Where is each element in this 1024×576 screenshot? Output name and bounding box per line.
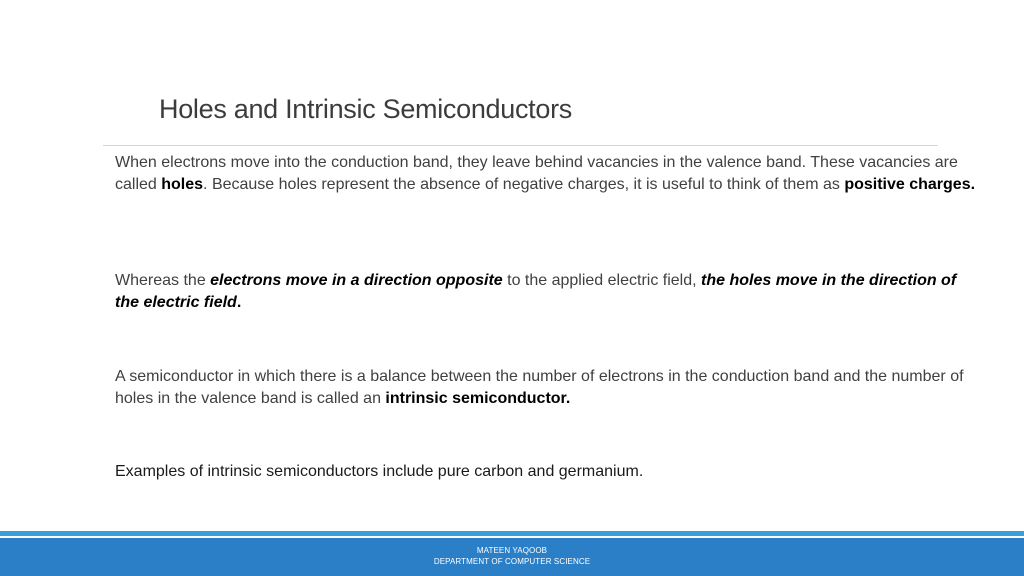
paragraph2-bold-italic-electrons: electrons move in a direction opposite [210,272,503,289]
paragraph3-text-1: A semiconductor in which there is a balance between the number of electrons in the conduction band and the number of holes in the valence band is called an [115,368,964,407]
paragraph-holes-definition [115,152,980,196]
paragraph-intrinsic-definition [115,366,980,410]
paragraph3-bold-intrinsic: intrinsic semiconductor. [385,390,571,407]
footer-bar [0,538,1024,576]
slide-title: Holes and Intrinsic Semiconductors [159,94,572,124]
paragraph2-text-2: to the applied electric field, [502,272,702,289]
footer-department: DEPARTMENT OF COMPUTER SCIENCE [433,557,591,566]
paragraph1-bold-holes: holes [161,176,204,193]
paragraph-examples: Examples of intrinsic semiconductors include pure carbon and germanium. [115,463,644,480]
footer-accent-line [0,531,1024,536]
paragraph1-text-1: When electrons move into the conduction band, they leave behind vacancies in the valence band. These vacancies are called [115,154,958,193]
paragraph2-period: . [236,294,242,311]
footer-author: MATEEN YAQOOB [476,546,548,555]
paragraph1-bold-positive-charges: positive charges. [844,176,976,193]
paragraph2-text-1: Whereas the [115,272,211,289]
title-divider [103,145,938,146]
paragraph1-text-2: . Because holes represent the absence of negative charges, it is useful to think of them as [203,176,845,193]
paragraph-hole-direction [115,270,980,314]
paragraph2-bold-italic-holes: the holes move in the direction of the electric field [115,272,957,311]
